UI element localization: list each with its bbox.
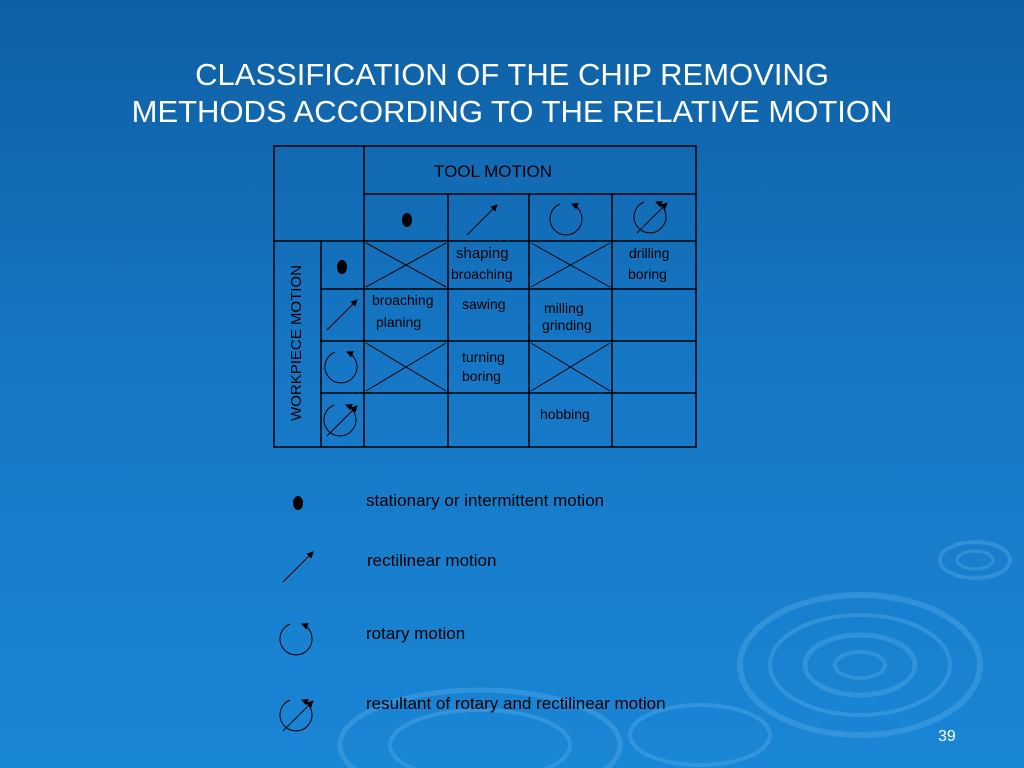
resultant-motion-icon (280, 700, 313, 731)
tool-motion-label: TOOL MOTION (434, 162, 553, 181)
legend-stationary-label: stationary or intermittent motion (366, 491, 605, 510)
slide-number: 39 (938, 728, 956, 745)
cell-broaching: broaching (372, 292, 434, 308)
resultant-motion-icon (324, 405, 357, 436)
stationary-dot-icon (337, 260, 347, 274)
resultant-motion-icon (634, 202, 667, 233)
rotary-arrow-icon (325, 352, 357, 383)
cell-planing: planing (376, 314, 422, 330)
slide-title-line-2: METHODS ACCORDING TO THE RELATIVE MOTION (131, 94, 893, 129)
workpiece-motion-label: WORKPIECE MOTION (287, 265, 305, 421)
cell-boring: boring (462, 368, 501, 384)
legend-rectilinear-label: rectilinear motion (367, 551, 497, 570)
cell-drilling: drilling (629, 245, 670, 261)
cell-milling: milling (544, 300, 584, 316)
cell-sawing: sawing (462, 296, 506, 312)
legend-rotary-label: rotary motion (366, 624, 466, 643)
rotary-arrow-icon (280, 624, 312, 655)
slide-title-line-1: CLASSIFICATION OF THE CHIP REMOVING (195, 57, 829, 92)
cell-shaping: shaping (456, 245, 509, 262)
stationary-dot-icon (293, 496, 303, 510)
rectilinear-arrow-icon (283, 552, 313, 582)
rectilinear-arrow-icon (467, 205, 497, 235)
cell-broaching: broaching (451, 266, 513, 282)
rectilinear-arrow-icon (327, 300, 357, 330)
cell-boring: boring (628, 266, 667, 282)
cell-hobbing: hobbing (540, 406, 590, 422)
cell-grinding: grinding (542, 317, 592, 333)
rotary-arrow-icon (550, 204, 582, 235)
cell-turning: turning (462, 349, 505, 365)
stationary-dot-icon (402, 213, 412, 227)
legend-resultant-label: resultant of rotary and rectilinear motion (366, 694, 666, 713)
